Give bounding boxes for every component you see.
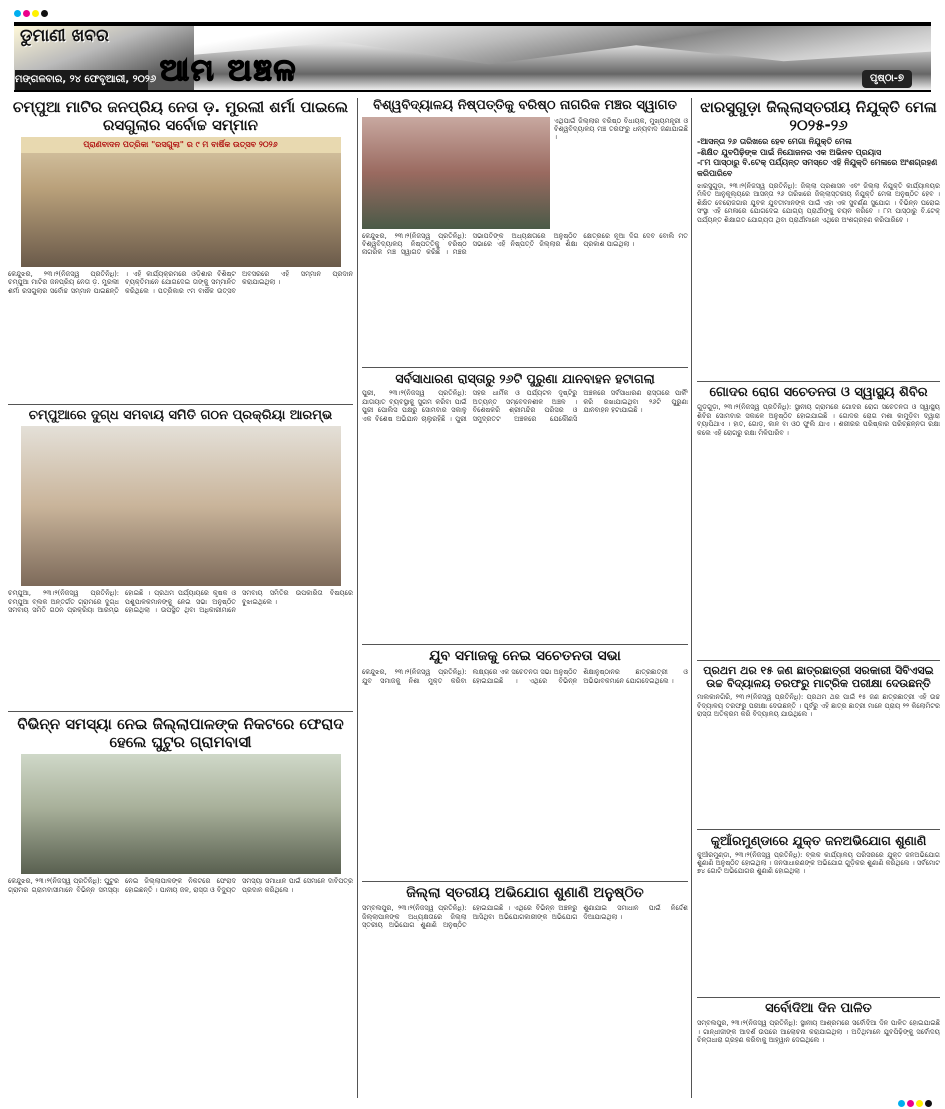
headline: ବିଭିନ୍ନ ସମସ୍ୟା ନେଇ ଜିଲ୍ଲାପାଳଙ୍କ ନିକଟରେ ଫେରାଦ ହେଲେ ଘୁଟୁର ଗ୍ରାମବାସୀ — [17, 715, 344, 752]
subheading: -ଆସନ୍ତା ୨୬ ତାରିଖରେ ହେବ ମେଗା ନିଯୁକ୍ତି ମେଳା — [697, 137, 852, 146]
cmyk-dot — [898, 1100, 905, 1107]
column-divider — [691, 98, 692, 1098]
headline: ସର୍ବସାଧାରଣ ରାସ୍ତାରୁ ୨୬ଟି ପୁରୁଣା ଯାନବାହନ ହଟାଗଲା — [395, 371, 655, 387]
article — [697, 829, 940, 994]
cmyk-dot — [925, 1100, 932, 1107]
issue-date: ମଙ୍ଗଳବାର, ୨୪ ଫେବୃଆରୀ, ୨୦୨୬ — [15, 70, 148, 90]
article-body: କେନ୍ଦୁଝର, ୨୩।୨(ନିଜସ୍ୱ ପ୍ରତିନିଧି): ଚମ୍ପୁଆ ମାଟିର ଜନପ୍ରିୟ ନେତା ଡ଼. ମୁରଲୀ ଶର୍ମା ରସଗୁଲାର ସର୍ବୋଚ୍ଚ ସମ୍ମାନ ପାଇଛନ୍ତି । ଏହି କାର୍ଯ୍ୟକ୍ରମରେ ଓଡ଼ିଶାର ବିଶିଷ୍ଟ ବ୍ୟକ୍ତିମାନେ ଯୋଗଦେଇ ତାଙ୍କୁ ସମ୍ମାନିତ କରିଥିଲେ । ପତ୍ରିକାର ୯ମ ବାର୍ଷିକ ଉତ୍ସବ ଅବସରରେ ଏହି ସମ୍ମାନ ପ୍ରଦାନ କରାଯାଇଥିଲା । — [8, 270, 353, 295]
subheading: -ଶିକ୍ଷିତ ଯୁବପିଢ଼ିଙ୍କ ପାଇଁ ନିଯୋଜନର ଏକ ଅଭିନବ ପ୍ରୟାସ — [697, 147, 882, 157]
subheadings — [697, 137, 940, 179]
article-photo — [21, 426, 341, 586]
cmyk-dot — [916, 1100, 923, 1107]
photo-banner: ପ୍ରାଣବାଦନ ପତ୍ରିକା "ରସଗୁଲା" ର ୯ ମ ବାର୍ଷିକ ଉତ୍ସବ ୨୦୨୬ — [21, 137, 341, 153]
article — [8, 404, 353, 709]
article-photo — [21, 754, 341, 874]
article — [362, 644, 688, 877]
article-body: କେନ୍ଦୁଝର, ୨୩।୨(ନିଜସ୍ୱ ପ୍ରତିନିଧି): ଯୁବ ସମାଜକୁ ନିଶା ମୁକ୍ତ କରିବା ଲକ୍ଷ୍ୟରେ ଏକ ସଚେତନତା ସଭା ଅନୁଷ୍ଠିତ ହୋଇଯାଇଛି । ଏଥିରେ ବିଭିନ୍ନ ଶିକ୍ଷାନୁଷ୍ଠାନର ଛାତ୍ରଛାତ୍ରୀ ଓ ଅଭିଭାବକମାନେ ଯୋଗଦେଇଥିଲେ । — [362, 668, 688, 685]
cmyk-dot — [14, 10, 21, 17]
article-body: ସମ୍ବଲପୁର, ୨୩।୨(ନିଜସ୍ୱ ପ୍ରତିନିଧି): ସ୍ଥାନୀୟ ଆଶ୍ରମରେ ସର୍ବୋଦିଆ ଦିନ ପାଳିତ ହୋଇଯାଇଛି । ଗାନ୍ଧୀଜୀଙ୍କ ଆଦର୍ଶ ଉପରେ ଆଲୋଚନା କରାଯାଇଥିଲା । ଅତିଥିମାନେ ଯୁବପିଢ଼ିଙ୍କୁ ସର୍ବୋଦୟ ଚିନ୍ତାଧାରା ଗ୍ରହଣ କରିବାକୁ ଆହ୍ୱାନ ଦେଇଥିଲେ । — [697, 1019, 940, 1044]
cmyk-dot — [907, 1100, 914, 1107]
article — [362, 881, 688, 1098]
article-body: ଚମ୍ପୁଆ, ୨୩।୨(ନିଜସ୍ୱ ପ୍ରତିନିଧି): ଚମ୍ପୁଆ ବ୍ଲକ ଅନ୍ତର୍ଗତ ଗ୍ରାମରେ ଦୁଗ୍ଧ ସମବାୟ ସମିତି ଗଠନ ପ୍ରକ୍ରିୟା ଆରମ୍ଭ ହୋଇଛି । ପ୍ରଥମ ପର୍ଯ୍ୟାୟରେ କୃଷକ ଓ ପଶୁପାଳକମାନଙ୍କୁ ନେଇ ସଭା ଅନୁଷ୍ଠିତ ହୋଇଥିଲା । ଉପସ୍ଥିତ ଥିବା ଅଧିକାରୀମାନେ ସମବାୟ ସମିତିର ଉପକାରିତା ବିଷୟରେ ବୁଝାଇଥିଲେ । — [8, 589, 353, 615]
headline: ଚମ୍ପୁଆରେ ଦୁଗ୍ଧ ସମବାୟ ସମିତି ଗଠନ ପ୍ରକ୍ରିୟା ଆରମ୍ଭ — [28, 407, 333, 423]
article-photo — [362, 117, 550, 229]
headline: ସର୍ବୋଦିଆ ଦିନ ପାଳିତ — [765, 1000, 872, 1016]
article — [362, 367, 688, 641]
article — [697, 98, 940, 378]
article — [8, 98, 353, 401]
section-title: ଆମ ଅଞ୍ଚଳ — [160, 53, 298, 88]
headline: ଯୁବ ସମାଜକୁ ନେଇ ସଚେତନତା ସଭା — [429, 648, 621, 665]
column-2 — [362, 98, 688, 1098]
article-body: ପୁରୀ, ୨୩।୨(ନିଜସ୍ୱ ପ୍ରତିନିଧି): ଯାତାୟାତ ବ୍ୟବସ୍ଥାକୁ ସୁଗମ କରିବା ପାଇଁ ପୁରୀ ପୋଲିସ ପକ୍ଷରୁ ସୋମବାର ସକାଳୁ ଏକ ବିଶେଷ ଅଭିଯାନ ଚାଲୁରହିଛି । ପୁରୀ ସହର ଧାର୍ମିକ ଓ ପର୍ଯ୍ୟଟନ ଦୃଷ୍ଟିରୁ ଅତ୍ୟନ୍ତ ସମ୍ବେଦନଶୀଳ ଅଞ୍ଚଳ । ବିଶେଷକରି ଶ୍ରୀମନ୍ଦିର ପରିସର ଓ ସମୁଦ୍ରତଟ ଅଞ୍ଚଳରେ ଯେକୌଣସି ଅଞ୍ଚଳରେ ସର୍ବସାଧାରଣ ରାସ୍ତାରେ ପାର୍କିଂ କରି ରଖାଯାଇଥିବା ୨୬ଟି ପୁରୁଣା ଯାନବାହନ ହଟାଯାଇଛି । — [362, 389, 688, 423]
cmyk-dot — [23, 10, 30, 17]
cmyk-dot — [32, 10, 39, 17]
article-body: ମାଲକାନଗିରି, ୨୩।୨(ନିଜସ୍ୱ ପ୍ରତିନିଧି): ପ୍ରଥମ ଥର ପାଇଁ ୧୫ ଜଣ ଛାତ୍ରଛାତ୍ରୀ ଏହି ଉଚ୍ଚ ବିଦ୍ୟାଳୟ ତରଫରୁ ପରୀକ୍ଷା ଦେଉଛନ୍ତି । ପୂର୍ବରୁ ଏହି ଛାତ୍ର ଛାତ୍ରୀ ମାନେ ପ୍ରାୟ ୨୨ କିଲୋମିଟର ରାସ୍ତା ଅତିକ୍ରମ କରି ବିଦ୍ୟାଳୟ ଯାଉଥିଲେ । — [697, 693, 940, 718]
headline: ଜିଲ୍ଲା ସ୍ତରୀୟ ଅଭିଯୋଗ ଶୁଣାଣି ଅନୁଷ୍ଠିତ — [406, 884, 644, 901]
headline: ଚମ୍ପୁଆ ମାଟିର ଜନପ୍ରିୟ ନେତା ଡ଼. ମୁରଲୀ ଶର୍ମା ପାଇଲେ ରସଗୁଲାର ସର୍ବୋଚ୍ଚ ସମ୍ମାନ — [12, 98, 349, 134]
cmyk-dot — [41, 10, 48, 17]
article-body: ସମ୍ବଲପୁର, ୨୩।୨(ନିଜସ୍ୱ ପ୍ରତିନିଧି): ଜିଲ୍ଲାପାଳଙ୍କ ଅଧ୍ୟକ୍ଷତାରେ ଜିଲ୍ଲା ସ୍ତରୀୟ ଅଭିଯୋଗ ଶୁଣାଣି ଅନୁଷ୍ଠିତ ହୋଇଯାଇଛି । ଏଥିରେ ବିଭିନ୍ନ ଅଞ୍ଚଳରୁ ଆସିଥିବା ଅଭିଯୋଗକାରୀଙ୍କ ଅଭିଯୋଗ ଶୁଣାଯାଇ ସମାଧାନ ପାଇଁ ନିର୍ଦ୍ଦେଶ ଦିଆଯାଇଥିଲା । — [362, 904, 688, 930]
cmyk-registration-mark — [898, 1100, 932, 1107]
mountain-graphic — [194, 26, 931, 90]
headline: କୁଆଁରମୁଣ୍ଡାରେ ଯୁକ୍ତ ଜନଅଭିଯୋଗ ଶୁଣାଣି — [710, 832, 927, 848]
article-sidebar-text: ଏଥିପାଇଁ ଜିଲ୍ଲାର ବରିଷ୍ଠ ବିଧାୟକ, ମୁଖ୍ୟମନ୍ତ୍ରୀ ଓ ବିଶ୍ୱବିଦ୍ୟାଳୟ ମଞ୍ଚ ତରଫରୁ ଧନ୍ୟବାଦ ଜଣାଯାଇଛି । — [554, 116, 688, 142]
article-body: କେନ୍ଦୁଝର, ୨୩।୨(ନିଜସ୍ୱ ପ୍ରତିନିଧି): ବିଶ୍ୱବିଦ୍ୟାଳୟ ନିଷ୍ପତ୍ତିକୁ ବରିଷ୍ଠ ନାଗରିକ ମଞ୍ଚ ସ୍ୱାଗତ କରିଛି । ମଞ୍ଚର ସଭାପତିଙ୍କ ଅଧ୍ୟକ୍ଷତାରେ ଅନୁଷ୍ଠିତ ସଭାରେ ଏହି ନିଷ୍ପତ୍ତି ଜିଲ୍ଲାର ଶିକ୍ଷା କ୍ଷେତ୍ରରେ ନୂଆ ଦିଗ ଦେବ ବୋଲି ମତ ପ୍ରକାଶ ପାଇଥିଲା । — [362, 231, 688, 257]
column-3 — [697, 98, 940, 1098]
article — [697, 997, 940, 1099]
page-number: ପୃଷ୍ଠା-୭ — [862, 70, 912, 88]
column-divider — [357, 98, 358, 1098]
article-body: ଗୁଡ଼ଗୁଡ଼ା, ୨୩।୨(ନିଜସ୍ୱ ପ୍ରତିନିଧି): ସ୍ଥାନୀୟ ଗ୍ରାମରେ ଗୋଦର ରୋଗ ସଚେତନତା ଓ ସ୍ୱାସ୍ଥ୍ୟ ଶିବିର ସୋମବାର ସକାଳେ ଅନୁଷ୍ଠିତ ହୋଇଯାଇଛି । ଗୋଦର ରୋଗ ମଶା କାମୁଡ଼ିବା ଦ୍ୱାରା ବ୍ୟାପିଥାଏ । ହାତ, ଗୋଡ଼, କାନ ବା ଓଠ ଫୁଲି ଯାଏ । ଶରୀରର ପରିଷ୍କାର ପରିଚ୍ଛନ୍ନତା ରକ୍ଷା କଲେ ଏହି ରୋଗରୁ ରକ୍ଷା ମିଳିପାରିବ । — [697, 403, 940, 437]
article — [697, 660, 940, 826]
headline: ଗୋଦର ରୋଗ ସଚେତନତା ଓ ସ୍ୱାସ୍ଥ୍ୟ ଶିବିର — [709, 384, 928, 400]
headline: ବିଶ୍ୱବିଦ୍ୟାଳୟ ନିଷ୍ପତ୍ତିକୁ ବରିଷ୍ଠ ନାଗରିକ ମଞ୍ଚର ସ୍ୱାଗତ — [373, 98, 677, 113]
headline: ଝାରସୁଗୁଡ଼ା ଜିଲ୍ଲାସ୍ତରୀୟ ନିଯୁକ୍ତି ମେଳା ୨୦୨୫-୨୬ — [700, 98, 937, 134]
article-body: କେନ୍ଦୁଝର, ୨୩।୨(ନିଜସ୍ୱ ପ୍ରତିନିଧି): ଘୁଟୁର ଗ୍ରାମର ଗ୍ରାମବାସୀମାନେ ବିଭିନ୍ନ ସମସ୍ୟା ନେଇ ଜିଲ୍ଲାପାଳଙ୍କ ନିକଟରେ ଫେରାଦ ହୋଇଛନ୍ତି । ପାନୀୟ ଜଳ, ରାସ୍ତା ଓ ବିଦ୍ୟୁତ ସମସ୍ୟା ସମାଧାନ ପାଇଁ ସେମାନେ ଦାବିପତ୍ର ପ୍ରଦାନ କରିଥିଲେ । — [8, 877, 353, 894]
article-body: କୁଆଁରମୁଣ୍ଡା, ୨୩।୨(ନିଜସ୍ୱ ପ୍ରତିନିଧି): ବ୍ଲକ କାର୍ଯ୍ୟାଳୟ ପରିସରରେ ଯୁକ୍ତ ଜନଅଭିଯୋଗ ଶୁଣାଣି ଅନୁଷ୍ଠିତ ହୋଇଥିଲା । ଜନସାଧାରଣଙ୍କ ଅଭିଯୋଗ ଗୁଡ଼ିକର ଶୁଣାଣି କରିଥିଲେ । ସର୍ବମୋଟ ୭୪ ଗୋଟି ଅଭିଯୋଗର ଶୁଣାଣି ହୋଇଥିଲା । — [697, 850, 940, 876]
headline: ପ୍ରଥମ ଥର ୧୫ ଜଣ ଛାତ୍ରଛାତ୍ରୀ ସରକାରୀ ସିବିଏସଇ ଉଚ୍ଚ ବିଦ୍ୟାଳୟ ତରଫରୁ ମାଟ୍ରିକ ପରୀକ୍ଷା ଦେଉଛନ୍ତି — [703, 663, 934, 690]
column-1 — [8, 98, 353, 1098]
article — [8, 711, 353, 1098]
photo-row — [362, 117, 688, 229]
subheading: -୮ମ ପାସ୍‌ଠାରୁ ବି.ଟେକ୍ ପର୍ଯ୍ୟନ୍ତ ସମସ୍ତେ ଏହି ନିଯୁକ୍ତି ମେଳାରେ ଅଂଶଗ୍ରହଣ କରିପାରିବେ — [697, 158, 938, 178]
cmyk-registration-mark — [14, 10, 48, 17]
newspaper-brand: ଡୁମାଣୀ ଖବର — [20, 26, 109, 46]
article — [697, 381, 940, 657]
article-photo — [21, 137, 341, 267]
article — [362, 98, 688, 364]
article-body: ଝାରସୁଗୁଡ଼ା, ୨୩।୨(ନିଜସ୍ୱ ପ୍ରତିନିଧି): ଜିଲ୍ଲା ପ୍ରଶାସନ ଏବଂ ଜିଲ୍ଲା ନିଯୁକ୍ତି କାର୍ଯ୍ୟାଳୟର ମିଳିତ ଆନୁକୂଲ୍ୟରେ ଆସନ୍ତା ୨୬ ତାରିଖରେ ଜିଲ୍ଲାସ୍ତରୀୟ ନିଯୁକ୍ତି ମେଳା ଅନୁଷ୍ଠିତ ହେବ । ଶିକ୍ଷିତ ବେରୋଜଗାର ଯୁବକ ଯୁବତୀମାନଙ୍କ ପାଇଁ ଏହା ଏକ ସୁବର୍ଣ୍ଣ ସୁଯୋଗ । ବିଭିନ୍ନ ଘରୋଇ ସଂସ୍ଥା ଏହି ମେଳାରେ ଯୋଗଦେଇ ଯୋଗ୍ୟ ପ୍ରାର୍ଥୀଙ୍କୁ ଚୟନ କରିବେ । ୮ମ ପାସ୍‌ଠାରୁ ବି.ଟେକ୍ ପର୍ଯ୍ୟନ୍ତ ଶିକ୍ଷାଗତ ଯୋଗ୍ୟତା ଥିବା ପ୍ରାର୍ଥୀମାନେ ଏଥିରେ ଅଂଶଗ୍ରହଣ କରିପାରିବେ । — [697, 182, 940, 224]
